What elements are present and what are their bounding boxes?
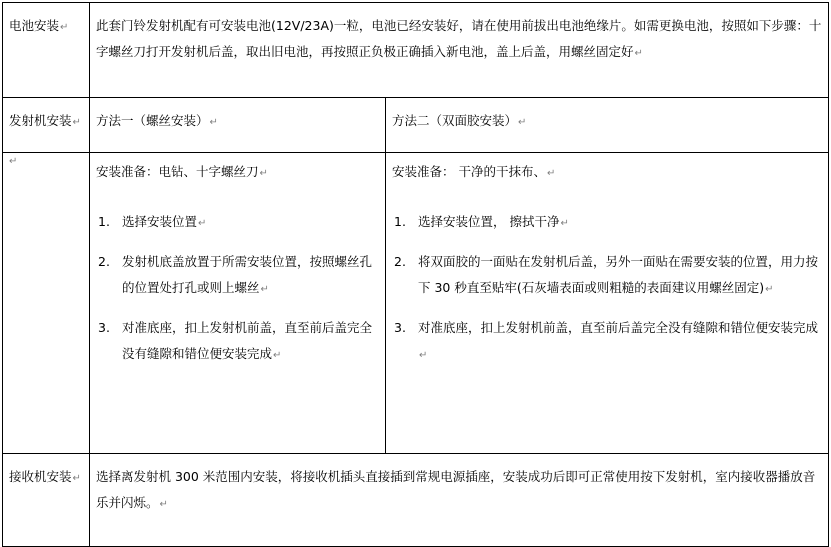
- receiver-label-cell: [3, 454, 90, 547]
- paragraph-mark: ↵: [546, 168, 556, 179]
- battery-text: 此套门铃发射机配有可安装电池(12V/23A)一粒，电池已经安装好，请在使用前拔出电池绝缘片。如需更换电池，按照如下步骤：十字螺丝刀打开发射机后盖，取出旧电池，再按照正负极正确插入新电池，盖上后盖，用螺丝固定好: [96, 18, 822, 59]
- method1-title: 方法一（螺丝安装）: [96, 113, 209, 128]
- step-text: 发射机底盖放置于所需安装位置，按照螺丝孔的位置处打孔或则上螺丝: [122, 254, 373, 295]
- method1-title-cell: [90, 98, 386, 153]
- battery-row: [3, 3, 829, 98]
- transmitter-method-row: [3, 98, 829, 153]
- battery-label-cell: [3, 3, 90, 98]
- receiver-label: 接收机安装: [9, 469, 72, 484]
- step-number: 2.: [98, 254, 110, 269]
- paragraph-mark: ↵: [259, 168, 268, 179]
- step-number: 1.: [98, 214, 110, 229]
- list-item: [96, 209, 379, 237]
- spacer: [392, 187, 822, 209]
- spacer: [96, 187, 379, 209]
- method2-title-cell: [386, 98, 829, 153]
- paragraph-mark: ↵: [634, 48, 643, 59]
- paragraph-mark: ↵: [518, 117, 527, 128]
- step-number: 1.: [394, 214, 406, 229]
- step-number: 2.: [394, 254, 406, 269]
- list-item: [392, 315, 822, 369]
- list-item: [96, 249, 379, 303]
- transmitter-label-cell: [3, 98, 90, 153]
- battery-label: 电池安装: [9, 18, 60, 33]
- step-text: 将双面胶的一面贴在发射机后盖，另外一面贴在需要安装的位置，用力按下 30 秒直至贴牢(石灰墙表面或则粗糙的表面建议用螺丝固定): [418, 254, 819, 295]
- transmitter-steps-row: [3, 153, 829, 454]
- step-number: 3.: [98, 320, 110, 335]
- paragraph-mark: ↵: [159, 499, 168, 510]
- method2-prep: [392, 153, 822, 187]
- list-item: [96, 315, 379, 369]
- receiver-text: 选择离发射机 300 米范围内安装，将接收机插头直接插到常规电源插座，安装成功后即可正常使用按下发射机，室内接收器播放音乐并闪烁。: [96, 469, 816, 510]
- list-item: [392, 249, 822, 303]
- step-text: 选择安装位置， 擦拭干净: [418, 214, 560, 229]
- list-item: [392, 209, 822, 237]
- paragraph-mark: ↵: [60, 22, 69, 33]
- step-text: 对准底座，扣上发射机前盖，直至前后盖完全没有缝隙和错位便安装完成: [418, 320, 819, 335]
- empty-label-cell: [3, 153, 90, 454]
- paragraph-mark: ↵: [419, 350, 428, 361]
- paragraph-mark: ↵: [198, 218, 207, 229]
- step-text: 对准底座，扣上发射机前盖，直至前后盖完全没有缝隙和错位便安装完成: [122, 320, 373, 361]
- method2-title: 方法二（双面胶安装）: [392, 113, 518, 128]
- method2-steps-cell: [386, 153, 829, 454]
- method1-prep-text: 安装准备：电钻、十字螺丝刀: [96, 164, 259, 179]
- method1-prep: [96, 153, 379, 187]
- method1-steps-cell: [90, 153, 386, 454]
- method2-step-list: [392, 209, 822, 369]
- receiver-text-cell: [90, 454, 829, 547]
- paragraph-mark: ↵: [765, 284, 774, 295]
- step-number: 3.: [394, 320, 406, 335]
- instruction-table: [2, 2, 829, 547]
- step-text: 选择安装位置: [122, 214, 198, 229]
- paragraph-mark: ↵: [260, 284, 269, 295]
- paragraph-mark: ↵: [9, 156, 18, 167]
- method2-prep-text: 安装准备： 干净的干抹布、: [392, 164, 546, 179]
- paragraph-mark: ↵: [72, 117, 81, 128]
- battery-text-cell: [90, 3, 829, 98]
- paragraph-mark: ↵: [209, 117, 218, 128]
- paragraph-mark: ↵: [560, 218, 569, 229]
- receiver-row: [3, 454, 829, 547]
- method1-step-list: [96, 209, 379, 369]
- transmitter-label: 发射机安装: [9, 113, 72, 128]
- paragraph-mark: ↵: [273, 350, 282, 361]
- paragraph-mark: ↵: [72, 473, 81, 484]
